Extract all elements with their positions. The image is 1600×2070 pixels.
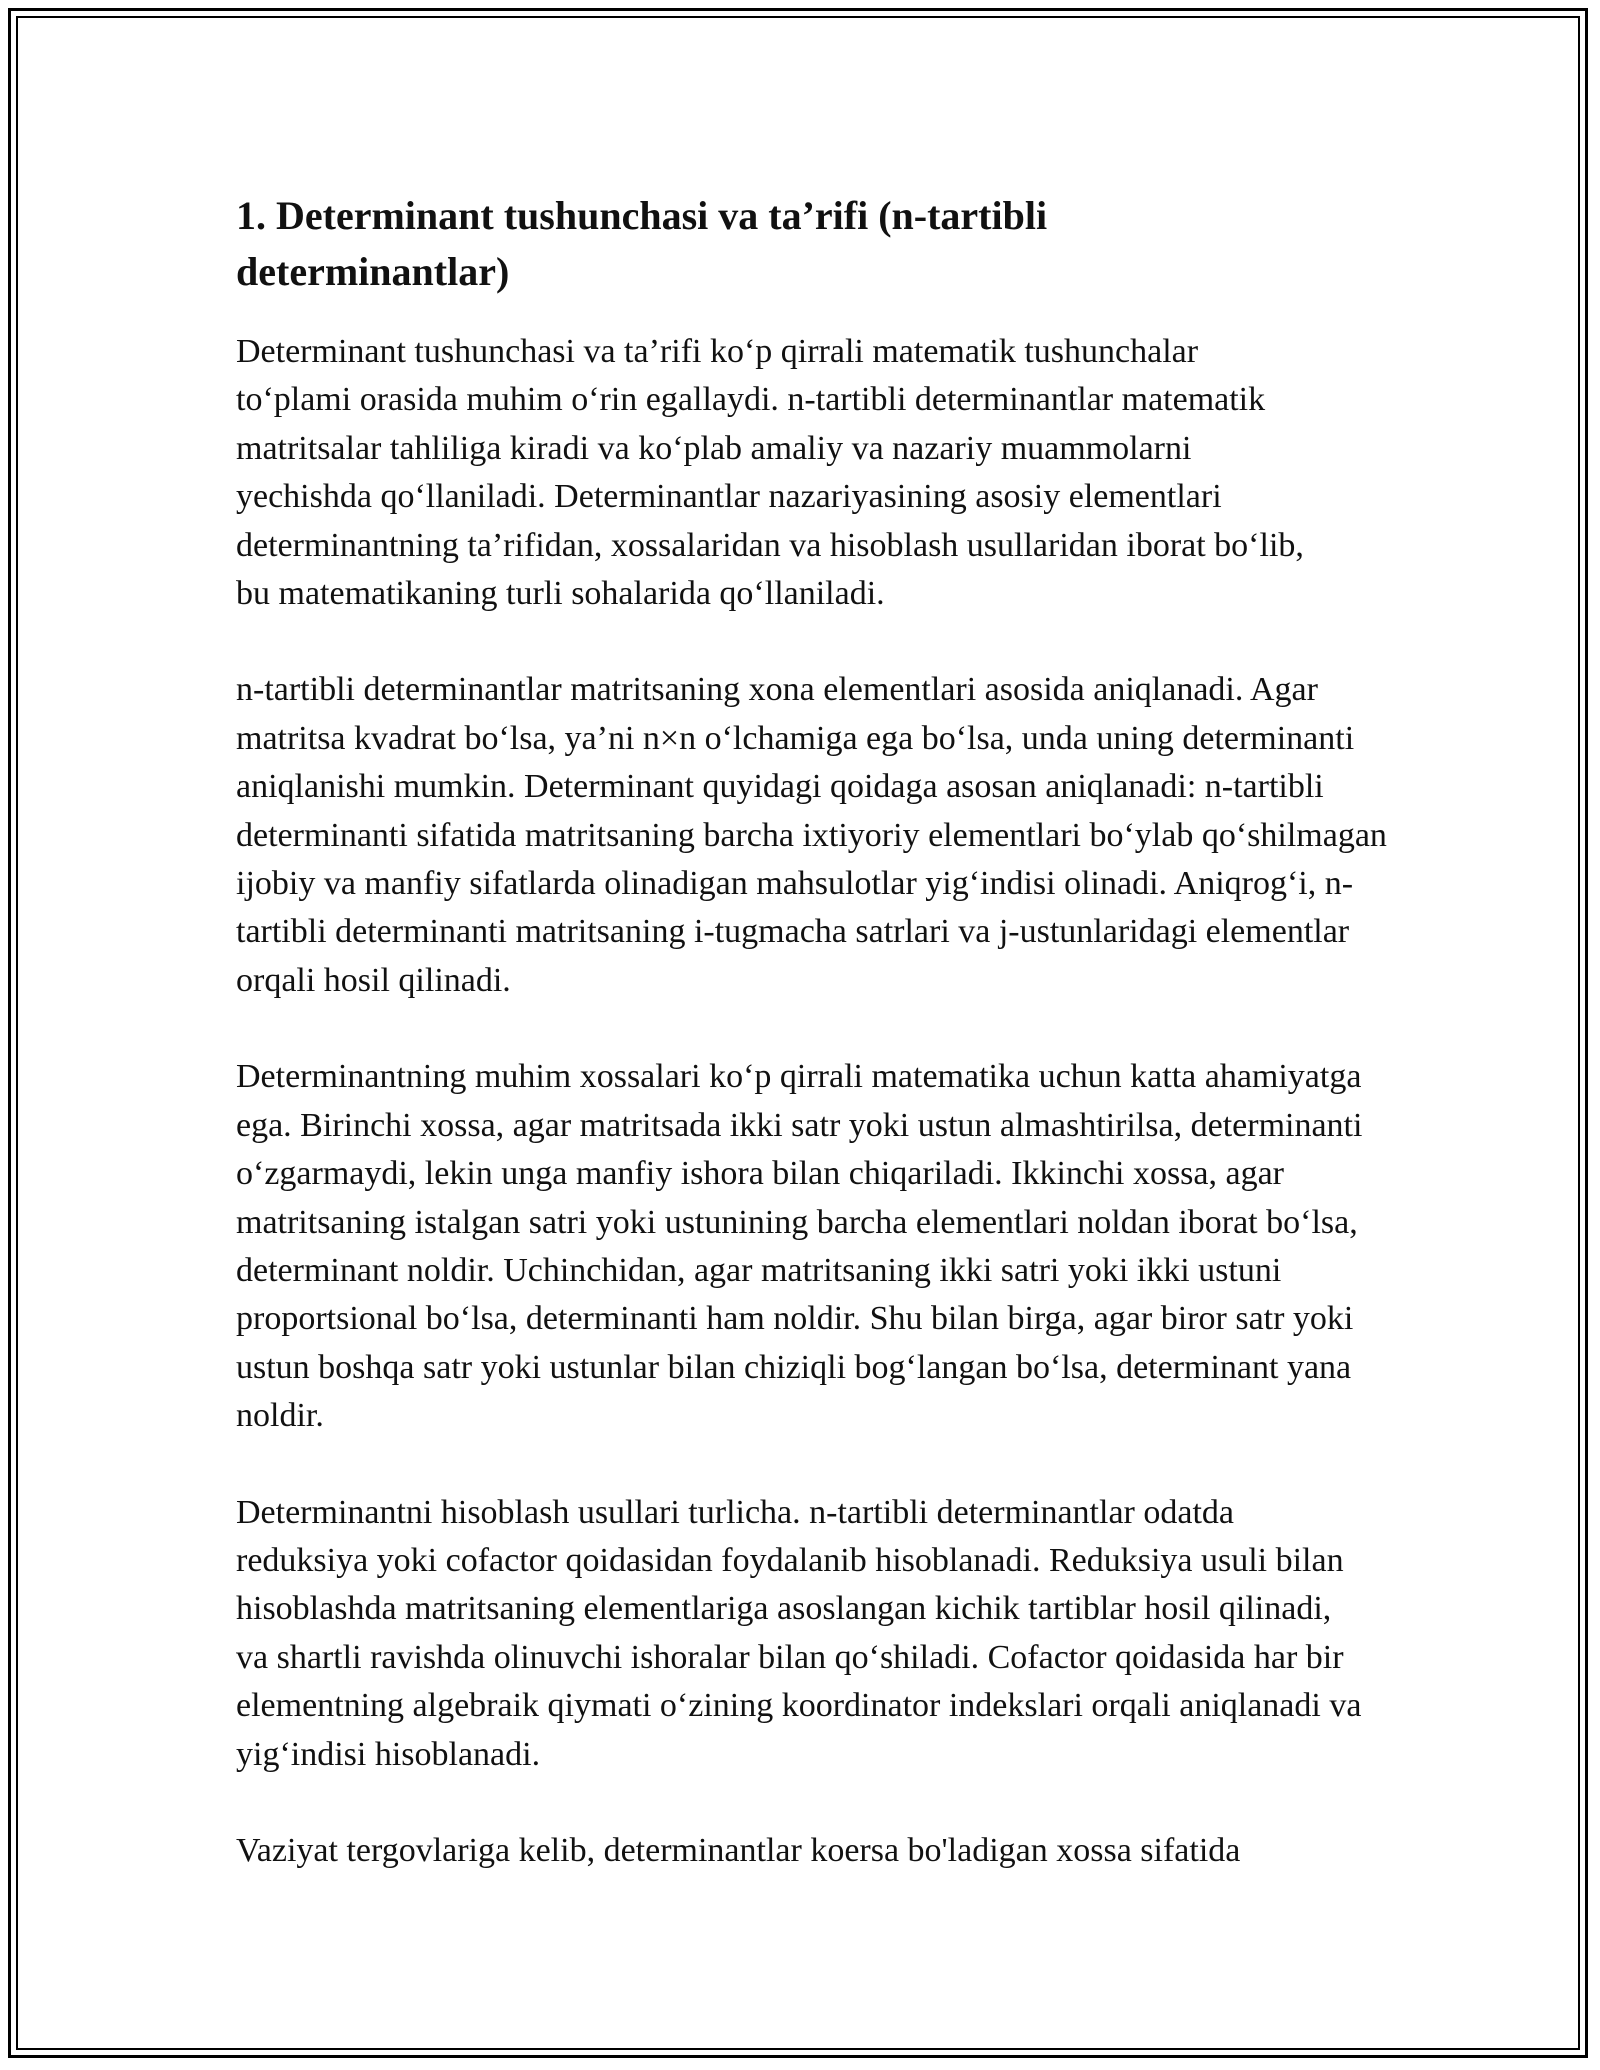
paragraph-3: Determinantning muhim xossalari ko‘p qirrali matematika uchun katta ahamiyatga ega. Birinchi xossa, agar matritsada ikki satr yoki ustun almashtirilsa, determinanti o‘zgarmaydi, lekin unga manfiy ishora bilan chiqariladi. Ikkinchi xossa, agar matritsaning istalgan satri yoki ustunining barcha elementlari noldan iborat bo‘lsa, determinant noldir. Uchinchidan, agar matritsaning ikki satri yoki ikki ustuni proportsional bo‘lsa, determinanti ham noldir. Shu bilan birga, agar biror satr yoki ustun boshqa satr yoki ustunlar bilan chiziqli bog‘langan bo‘lsa, determinant yana noldir.: [236, 1058, 1363, 1435]
paragraph-4: Determinantni hisoblash usullari turlicha. n-tartibli determinantlar odatda reduksiya yoki cofactor qoidasidan foydalanib hisoblanadi. Reduksiya usuli bilan hisoblashda matritsaning elementlariga asoslangan kichik tartiblar hosil qilinadi, va shartli ravishda olinuvchi ishoralar bilan qo‘shiladi. Cofactor qoidasida har bir elementning algebraik qiymati o‘zining koordinator indekslari orqali aniqlanadi va yig‘indisi hisoblanadi.: [236, 1493, 1362, 1773]
section-heading: 1. Determinant tushunchasi va ta’rifi (n-tartibli determinantlar): [236, 193, 1048, 294]
paragraph-1: Determinant tushunchasi va ta’rifi ko‘p qirrali matematik tushunchalar to‘plami orasida muhim o‘rin egallaydi. n-tartibli determinantlar matematik matritsalar tahliliga kiradi va ko‘plab amaliy va nazariy muammolarni yechishda qo‘llaniladi. Determinantlar nazariyasining asosiy elementlari determinantning ta’rifidan, xossalaridan va hisoblash usullaridan iborat bo‘lib, bu matematikaning turli sohalarida qo‘llaniladi.: [236, 333, 1304, 613]
paragraph-2: n-tartibli determinantlar matritsaning xona elementlari asosida aniqlanadi. Agar matritsa kvadrat bo‘lsa, ya’ni n×n o‘lchamiga ega bo‘lsa, unda uning determinanti aniqlanishi mumkin. Determinant quyidagi qoidaga asosan aniqlanadi: n-tartibli determinanti sifatida matritsaning barcha ixtiyoriy elementlari bo‘ylab qo‘shilmagan ijobiy va manfiy sifatlarda olinadigan mahsulotlar yig‘indisi olinadi. Aniqrog‘i, n-tartibli determinanti matritsaning i-tugmacha satrlari va j-ustunlaridagi elementlar orqali hosil qilinadi.: [236, 671, 1387, 999]
document-body: [236, 188, 1396, 1875]
paragraph-5: Vaziyat tergovlariga kelib, determinantlar koersa bo'ladigan xossa sifatida: [236, 1831, 1241, 1869]
